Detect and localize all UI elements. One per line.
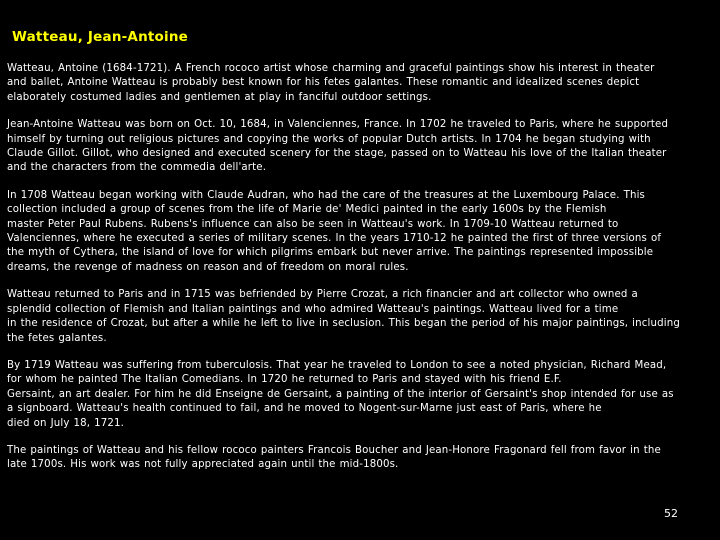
text-line: died on July 18, 1721. <box>7 417 125 429</box>
text-line: late 1700s. His work was not fully appreciated again until the mid-1800s. <box>7 459 399 471</box>
text-line: Jean-Antoine Watteau was born on Oct. 10, 1684, in Valenciennes, France. In 1702 he traveled to Paris, where he supported <box>7 119 669 131</box>
text-line: in the residence of Crozat, but after a while he left to live in seclusion. This began the period of his major paintings, including <box>7 318 680 330</box>
paragraph <box>7 62 715 105</box>
text-line: Gersaint, an art dealer. For him he did Enseigne de Gersaint, a painting of the interior of Gersaint's shop intended for use as <box>7 388 674 400</box>
text-line: himself by turning out religious pictures and copying the works of popular Dutch artists. In 1704 he began studying with <box>7 133 651 145</box>
paragraph <box>7 359 715 431</box>
text-line: elaborately costumed ladies and gentlemen at play in fanciful outdoor settings. <box>7 91 432 103</box>
text-line: and ballet, Antoine Watteau is probably best known for his fetes galantes. These romantic and idealized scenes depict <box>7 77 640 89</box>
text-line: a signboard. Watteau's health continued to fail, and he moved to Nogent-sur-Marne just east of Paris, where he <box>7 403 602 415</box>
text-line: the myth of Cythera, the island of love for which pilgrims embark but never arrive. The paintings represented impossible <box>7 247 654 259</box>
text-line: Claude Gillot. Gillot, who designed and executed scenery for the stage, passed on to Watteau his love of the Italian theater <box>7 148 667 160</box>
paragraph <box>7 288 715 346</box>
text-line: and the characters from the commedia dell'arte. <box>7 162 267 174</box>
slide-title: Watteau, Jean-Antoine <box>12 29 189 45</box>
text-line: the fetes galantes. <box>7 332 107 344</box>
page-number: 52 <box>664 507 678 520</box>
text-line: dreams, the revenge of madness on reason and of freedom on moral rules. <box>7 261 409 273</box>
text-line: Valenciennes, where he executed a series of military scenes. In the years 1710-12 he painted the first of three versions of <box>7 233 662 245</box>
slide-body <box>7 62 715 486</box>
text-line: collection included a group of scenes from the life of Marie de' Medici painted in the early 1600s by the Flemish <box>7 204 607 216</box>
paragraph <box>7 118 715 176</box>
paragraph <box>7 189 715 275</box>
text-line: splendid collection of Flemish and Italian paintings and who admired Watteau's paintings. Watteau lived for a time <box>7 303 619 315</box>
text-line: Watteau, Antoine (1684-1721). A French rococo artist whose charming and graceful paintings show his interest in theater <box>7 63 655 74</box>
paragraph <box>7 444 715 473</box>
text-line: Watteau returned to Paris and in 1715 was befriended by Pierre Crozat, a rich financier and art collector who owned a <box>7 289 638 301</box>
text-line: master Peter Paul Rubens. Rubens's influence can also be seen in Watteau's work. In 1709-10 Watteau returned to <box>7 218 619 230</box>
text-line: By 1719 Watteau was suffering from tuberculosis. That year he traveled to London to see a noted physician, Richard Mead, <box>7 359 667 371</box>
text-line: for whom he painted The Italian Comedians. In 1720 he returned to Paris and stayed with his friend E.F. <box>7 374 562 386</box>
text-line: The paintings of Watteau and his fellow rococo painters Francois Boucher and Jean-Honore Fragonard fell from favor in the <box>7 444 661 456</box>
text-line: In 1708 Watteau began working with Claude Audran, who had the care of the treasures at the Luxembourg Palace. This <box>7 189 646 201</box>
